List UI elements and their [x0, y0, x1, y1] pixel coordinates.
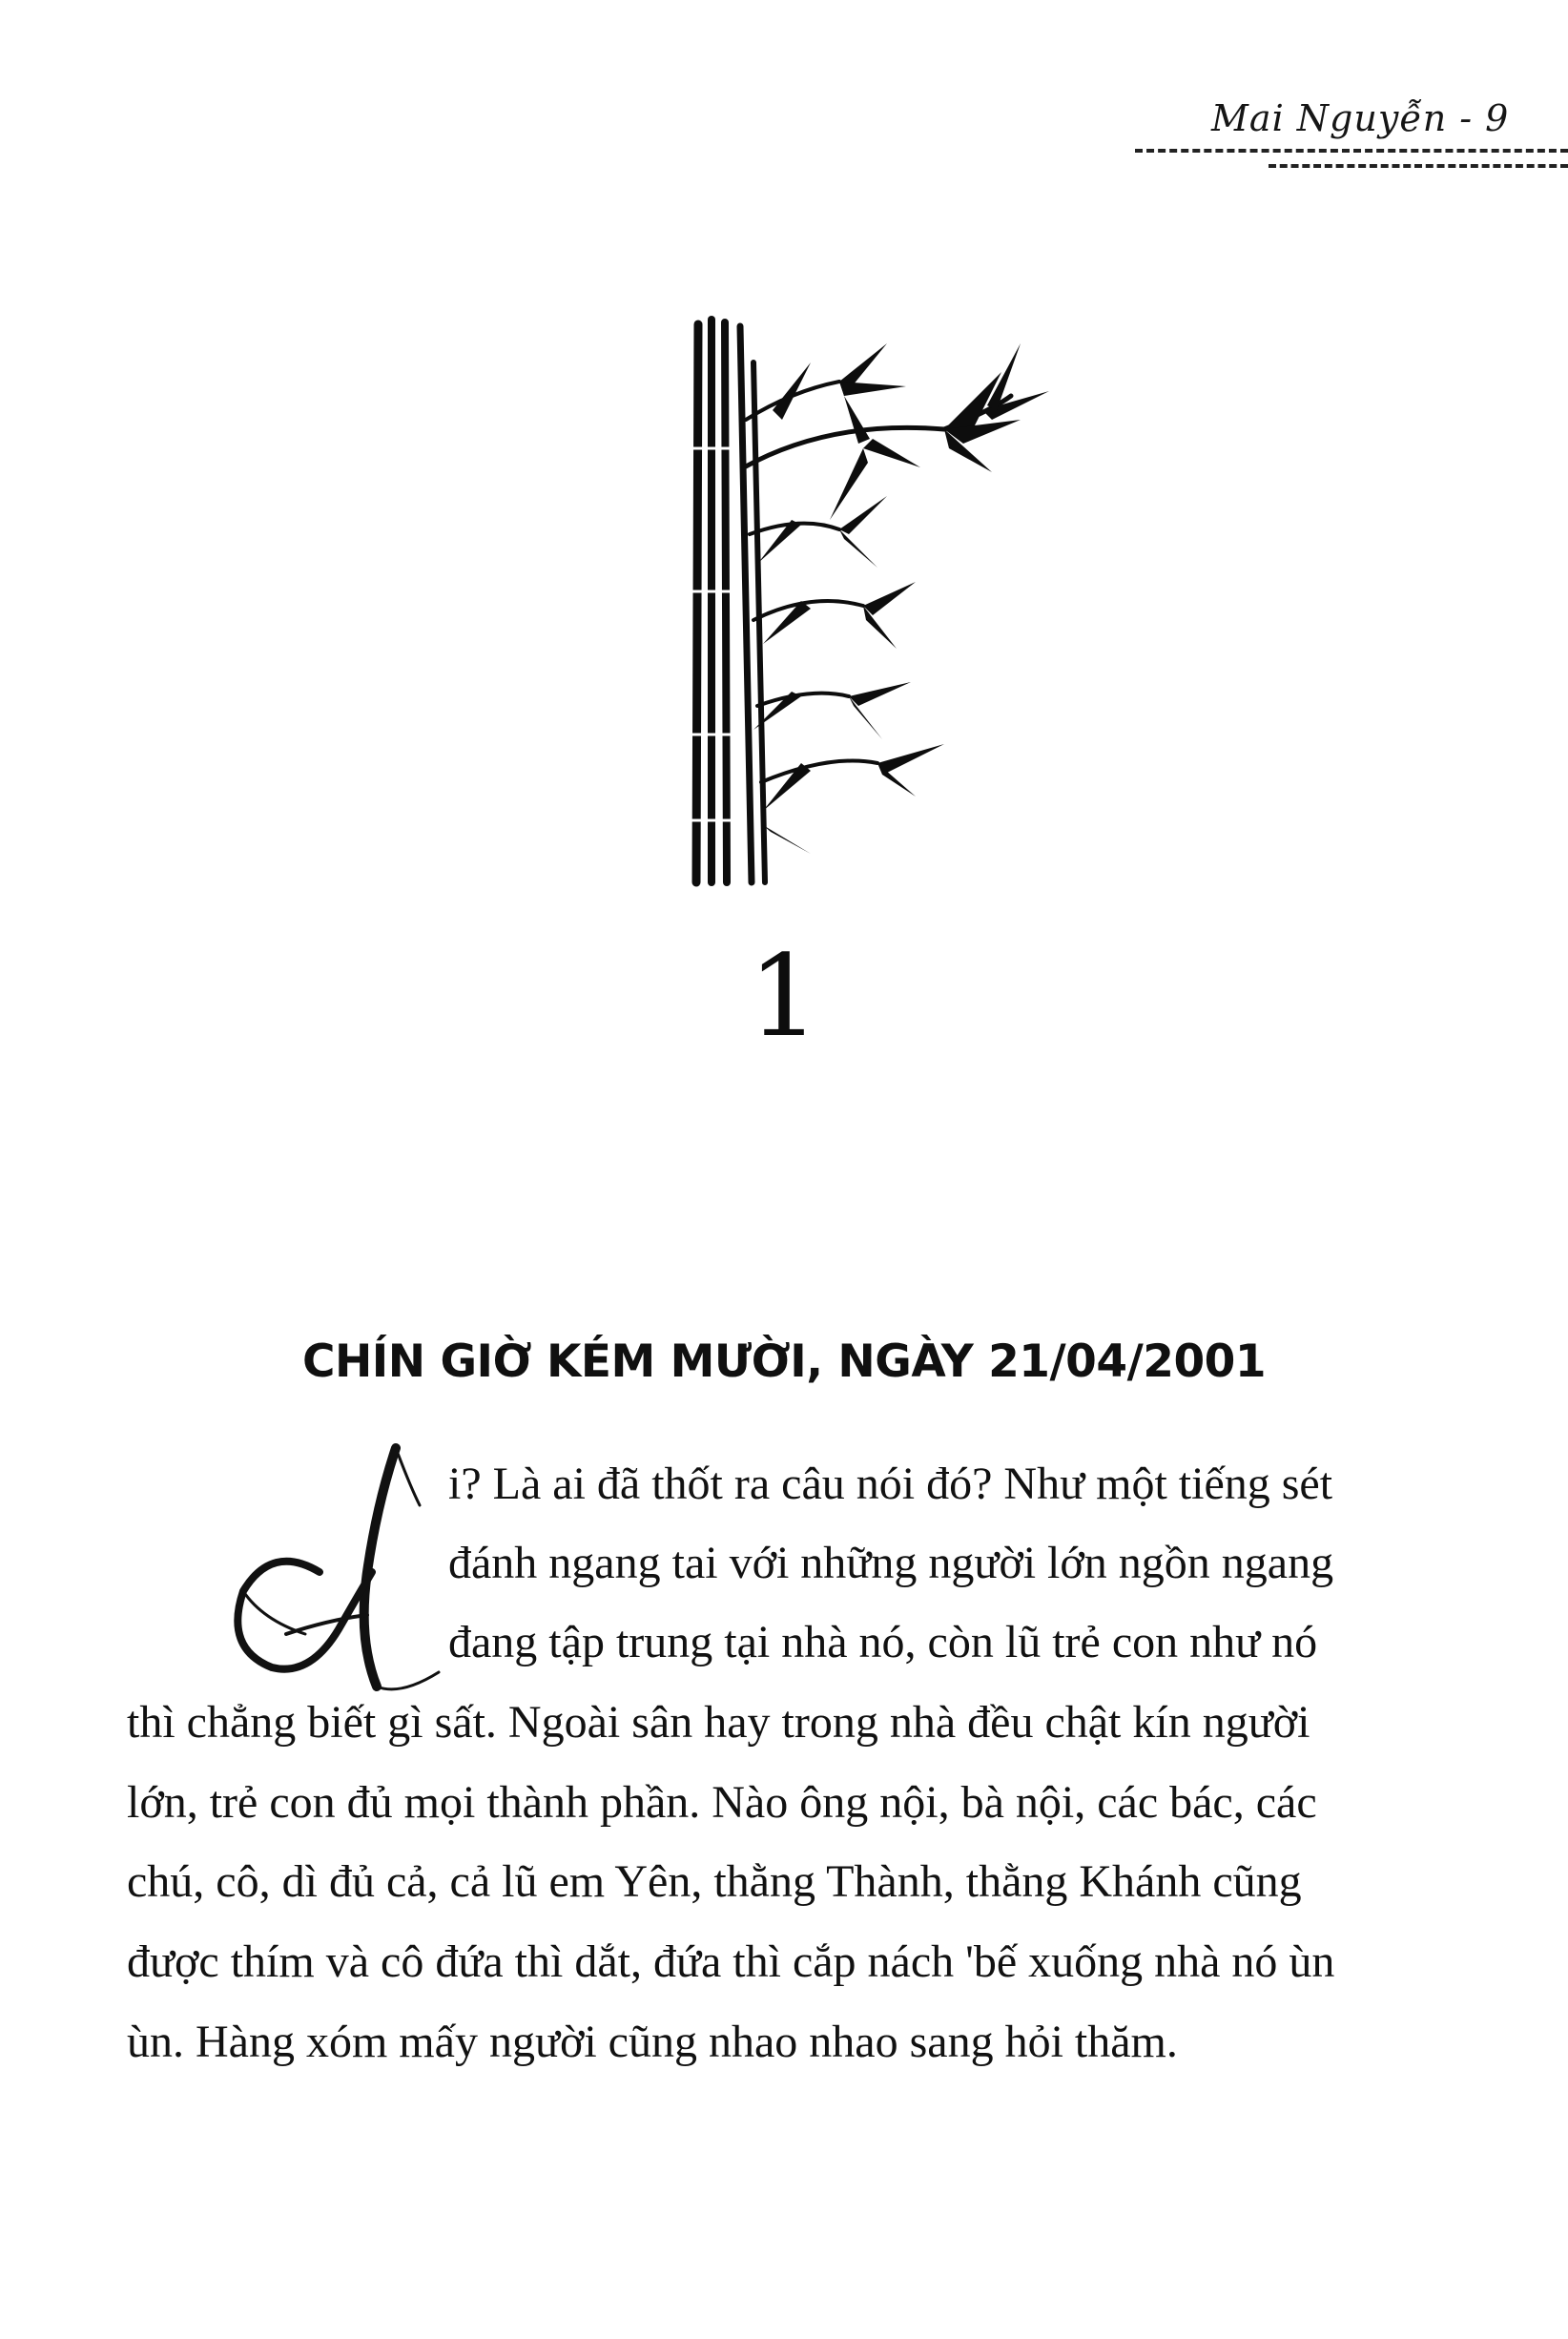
- body-line: được thím và cô đứa thì dắt, đứa thì cắp nách 'bế xuống nhà nó ùn: [127, 1936, 1335, 1987]
- body-line: đánh ngang tai với những người lớn ngồn ngang: [448, 1538, 1334, 1588]
- body-line: i? Là ai đã thốt ra câu nói đó? Như một tiếng sét: [448, 1459, 1333, 1509]
- body-line: lớn, trẻ con đủ mọi thành phần. Nào ông nội, bà nội, các bác, các: [127, 1777, 1317, 1828]
- header-dashed-rule: [1135, 149, 1568, 153]
- body-line: thì chẳng biết gì sất. Ngoài sân hay trong nhà đều chật kín người: [127, 1697, 1310, 1748]
- running-header-title: Mai Nguyễn - 9: [1211, 97, 1510, 139]
- body-line: đang tập trung tại nhà nó, còn lũ trẻ con như nó: [448, 1617, 1318, 1667]
- ornamental-drop-cap: [215, 1429, 453, 1706]
- chapter-subtitle: CHÍN GIỜ KÉM MƯỜI, NGÀY 21/04/2001: [301, 1335, 1267, 1388]
- running-header: [1135, 88, 1568, 174]
- body-line: chú, cô, dì đủ cả, cả lũ em Yên, thằng Thành, thằng Khánh cũng: [127, 1856, 1302, 1907]
- bamboo-illustration: [658, 305, 1078, 897]
- chapter-number: 1: [748, 930, 820, 1062]
- body-line: ùn. Hàng xóm mấy người cũng nhao nhao sang hỏi thăm.: [127, 2017, 1178, 2067]
- header-dashed-rule-lower: [1269, 164, 1568, 168]
